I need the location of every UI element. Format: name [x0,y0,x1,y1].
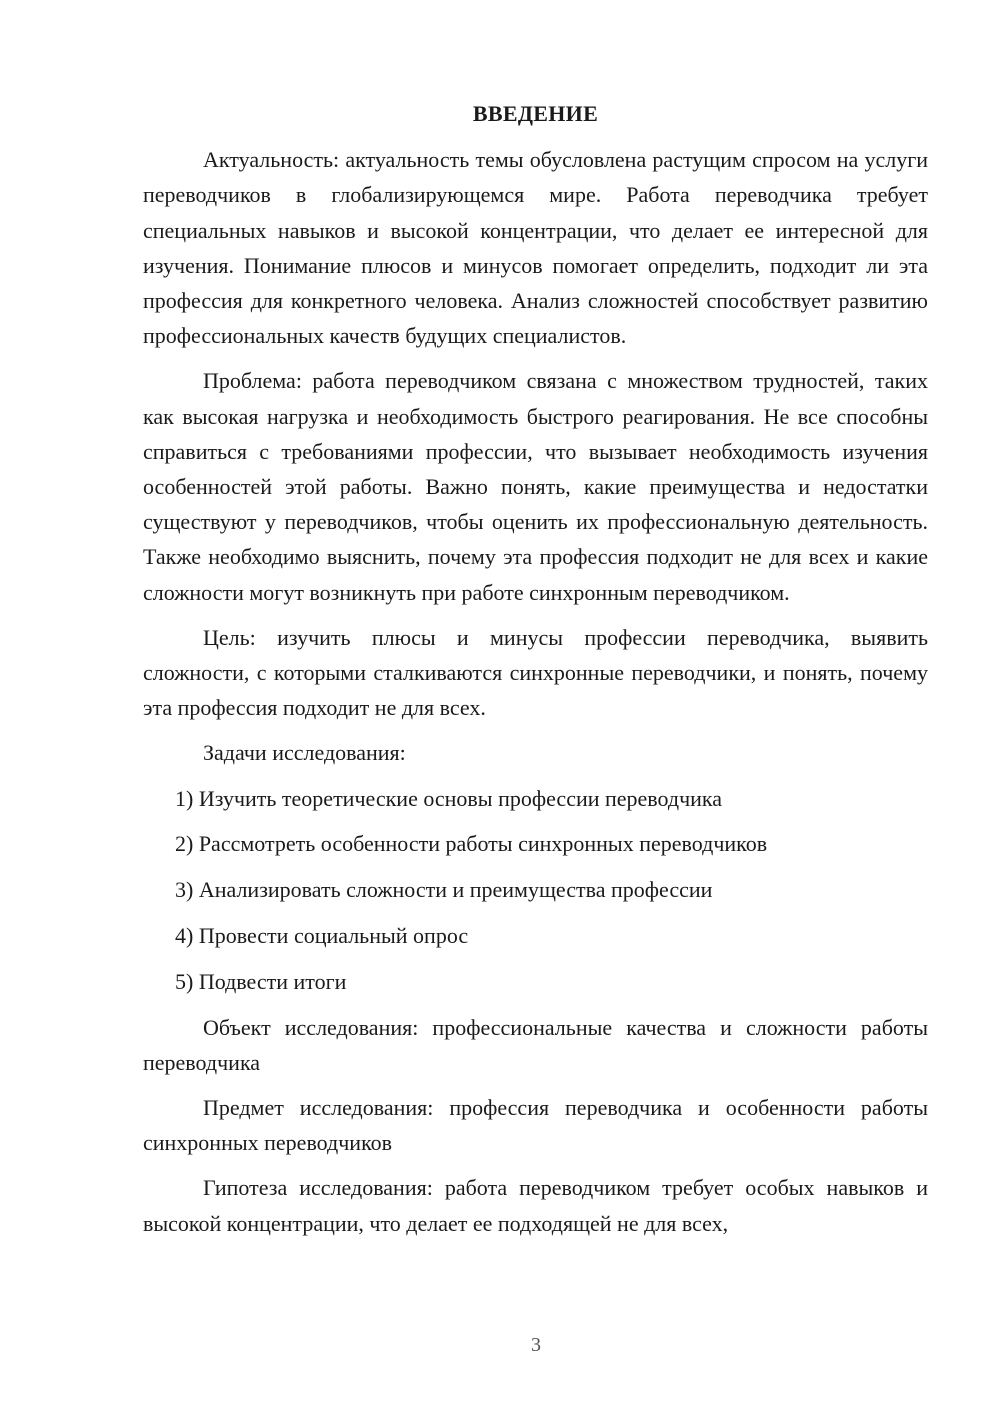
task-item: 2) Рассмотреть особенности работы синхронных переводчиков [175,831,768,857]
page-number: 3 [531,1334,541,1356]
task-item: 5) Подвести итоги [175,968,347,994]
relevance-paragraph: Актуальность: актуальность темы обусловлена растущим спросом на услуги переводчиков в глобализирующемся мире. Работа переводчика требует специальных навыков и высокой концентрации, что делает ее интересной для изучения. Понимание плюсов и минусов помогает определить, подходит ли эта профессия для конкретного человека. Анализ сложностей способствует развитию профессиональных качеств будущих специалистов. [143,147,928,349]
subject-paragraph: Предмет исследования: профессия переводчика и особенности работы синхронных переводчиков [143,1095,928,1156]
task-item: 1) Изучить теоретические основы профессии переводчика [175,785,723,811]
hypothesis-paragraph: Гипотеза исследования: работа переводчиком требует особых навыков и высокой концентрации, что делает ее подходящей не для всех, [143,1175,928,1236]
goal-paragraph: Цель: изучить плюсы и минусы профессии переводчика, выявить сложности, с которыми сталкиваются синхронные переводчики, и понять, почему эта профессия подходит не для всех. [143,624,928,721]
task-item: 3) Анализировать сложности и преимущества профессии [175,877,713,903]
tasks-heading: Задачи исследования: [203,740,406,766]
document-page [143,96,928,1251]
task-item: 4) Провести социальный опрос [175,923,469,949]
object-paragraph: Объект исследования: профессиональные качества и сложности работы переводчика [143,1014,928,1075]
section-title: ВВЕДЕНИЕ [472,101,599,126]
problem-paragraph: Проблема: работа переводчиком связана с множеством трудностей, таких как высокая нагрузка и необходимость быстрого реагирования. Не все способны справиться с требованиями профессии, что вызывает необходимость изучения особенностей этой работы. Важно понять, какие преимущества и недостатки существуют у переводчиков, чтобы оценить их профессиональную деятельность. Также необходимо выяснить, почему эта профессия подходит не для всех и какие сложности могут возникнуть при работе синхронным переводчиком. [143,368,928,605]
tasks-list [143,781,928,999]
